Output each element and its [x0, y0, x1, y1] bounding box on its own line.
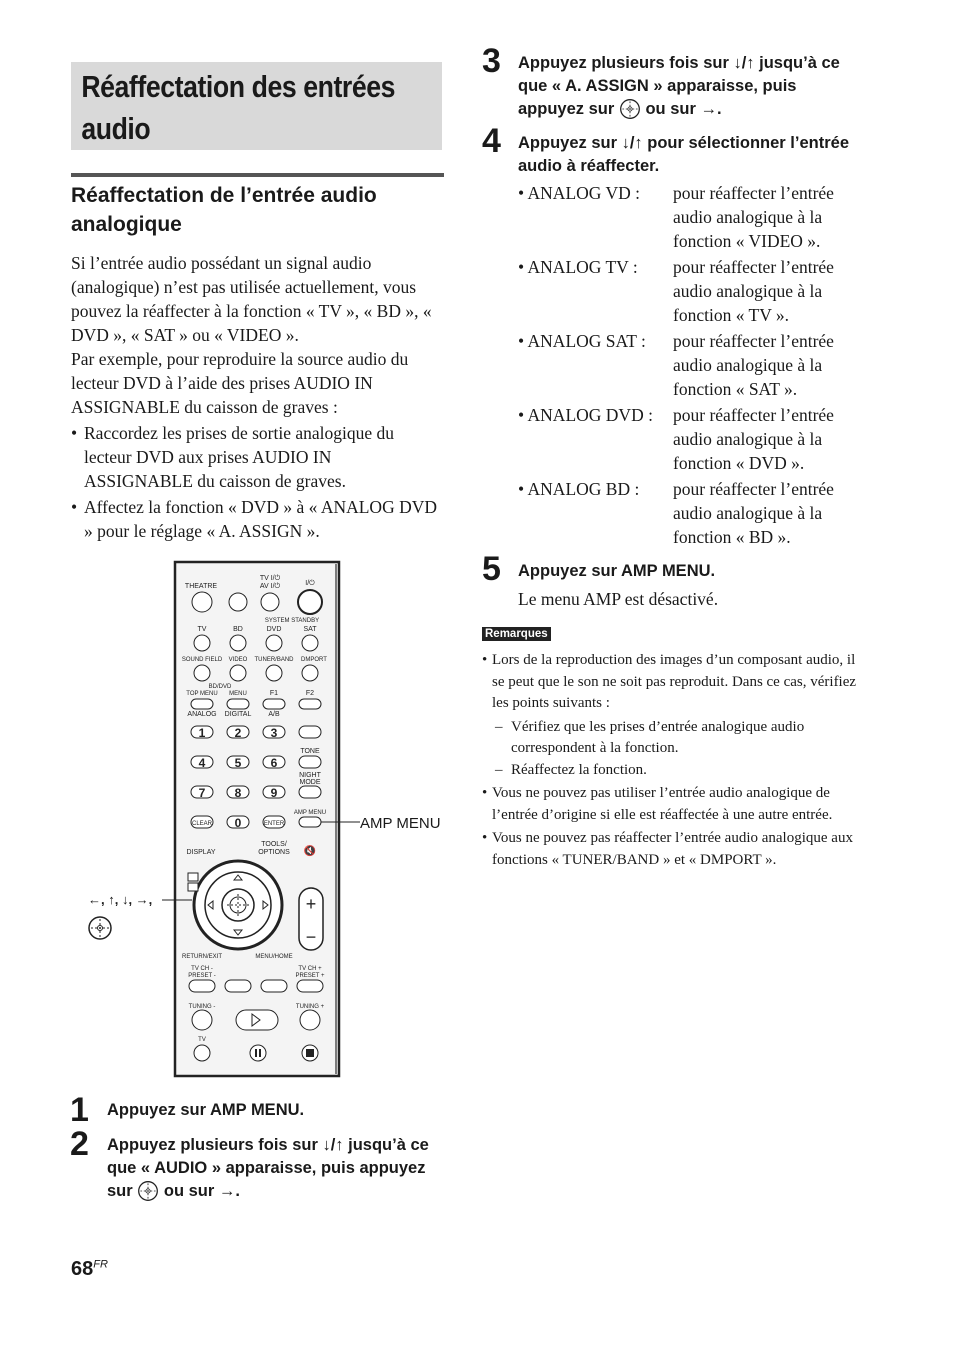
power-label: I/⏻ [305, 580, 315, 587]
option-row [518, 181, 863, 253]
section-rule [71, 173, 444, 177]
power-button[interactable] [298, 590, 322, 614]
step-5-result: Le menu AMP est désactivé. [518, 589, 719, 609]
step-5-number: 5 [482, 550, 501, 588]
bd-dvd-label: BD/DVD [208, 684, 232, 690]
option-key: • ANALOG VD : [518, 183, 640, 203]
page-title: Réaffectation des entrées audio [81, 69, 396, 146]
av-label: AV I/⏻ [259, 583, 281, 590]
theatre-button[interactable] [192, 592, 212, 612]
tuning-plus-label: TUNING + [295, 1004, 325, 1010]
step-3-text-a: Appuyez plusieurs fois sur ↓/↑ jusqu’à ce que « A. ASSIGN » apparaisse, puis appuyez sur [518, 54, 840, 118]
video-label: VIDEO [228, 657, 248, 663]
page-number-value: 68 [71, 1258, 94, 1280]
f1-label: F1 [269, 690, 279, 697]
tvch-plus-label-1: TV CH + [298, 966, 322, 972]
title-box [71, 62, 442, 150]
theatre-label: THEATRE [184, 583, 218, 590]
tuner-band-button[interactable] [266, 665, 282, 681]
digit-4: 4 [198, 756, 206, 770]
step-4-number: 4 [482, 122, 501, 160]
tv-av-label: TV I/⏻ [259, 575, 281, 582]
step-2-number: 2 [70, 1125, 89, 1163]
notes-heading: Remarques [482, 627, 551, 641]
tv-label: TV [197, 626, 207, 633]
option-desc: pour réaffecter l’entrée audio analogique à la fonction « TV ». [673, 257, 834, 325]
option-row [518, 329, 863, 401]
tvch-plus-label-2: PRESET + [295, 973, 325, 979]
digit-0: 0 [234, 816, 242, 830]
notes-list [482, 650, 857, 873]
option-key: • ANALOG SAT : [518, 331, 646, 351]
option-row [518, 403, 863, 475]
mute-icon: 🔇 [303, 846, 317, 857]
tv-input-button[interactable] [194, 1045, 210, 1061]
dvd-button[interactable] [266, 635, 282, 651]
option-row [518, 477, 863, 549]
f2-button[interactable] [299, 699, 321, 709]
digit-1: 1 [198, 726, 206, 740]
tone-button[interactable] [299, 756, 321, 768]
sound-field-label: SOUND FIELD [181, 657, 223, 663]
tone-label: TONE [300, 748, 320, 755]
tuner-band-label: TUNER/BAND [254, 657, 294, 663]
analog-label: ANALOG [187, 711, 217, 718]
option-desc: pour réaffecter l’entrée audio analogique à la fonction « VIDEO ». [673, 183, 834, 251]
example-paragraph: Par exemple, pour reproduire la source audio du lecteur DVD à l’aide des prises AUDIO IN ASSIGNABLE du caisson de graves : [71, 349, 409, 417]
digit-2: 2 [234, 726, 242, 740]
tools-label-2: OPTIONS [258, 849, 290, 856]
step-3-text [518, 52, 863, 121]
digital-label: DIGITAL [224, 711, 252, 718]
display-label: DISPLAY [186, 849, 216, 856]
digit-9: 9 [270, 786, 278, 800]
night-mode-label-1: NIGHT [299, 772, 321, 779]
page-suffix: FR [93, 1258, 108, 1271]
option-row [518, 255, 863, 327]
option-key: • ANALOG BD : [518, 479, 640, 499]
system-standby-label: SYSTEM STANDBY [264, 618, 320, 624]
example-bullet-1: • Raccordez les prises de sortie analogique du lecteur DVD aux prises AUDIO IN ASSIGNABLE du caisson de graves. [71, 421, 443, 493]
night-mode-label-2: MODE [299, 779, 321, 786]
step-2-text [107, 1134, 447, 1203]
step-4-text: Appuyez sur ↓/↑ pour sélectionner l’entrée audio à réaffecter. [518, 134, 849, 175]
fast-forward-button[interactable] [300, 1010, 320, 1030]
note-3: • Vous ne pouvez pas réaffecter l’entrée audio analogique aux fonctions « TUNER/BAND » et « DMPORT ». [482, 828, 857, 871]
step-1-text: Appuyez sur AMP MENU. [107, 1101, 305, 1119]
option-desc: pour réaffecter l’entrée audio analogique à la fonction « SAT ». [673, 331, 834, 399]
clear-label: CLEAR [191, 821, 213, 827]
tvch-minus-label-1: TV CH - [191, 966, 213, 972]
amp-menu-label: AMP MENU [293, 810, 327, 816]
menu-label: MENU [229, 691, 247, 697]
tuning-minus-label: TUNING - [188, 1004, 216, 1010]
advance-button[interactable] [261, 980, 287, 992]
volume-minus-icon: − [305, 927, 317, 947]
dvd-label: DVD [266, 626, 282, 633]
callout-arrows: ←, ↑, ↓, →, [88, 892, 153, 907]
prev-button[interactable] [189, 980, 215, 992]
night-mode-button[interactable] [299, 786, 321, 798]
page-number [71, 1258, 108, 1281]
menu-button[interactable] [227, 699, 249, 709]
option-desc: pour réaffecter l’entrée audio analogique à la fonction « BD ». [673, 479, 834, 547]
tv-bottom-label: TV [198, 1037, 206, 1043]
step-2-text-a: Appuyez plusieurs fois sur ↓/↑ jusqu’à ce que « AUDIO » apparaisse, puis appuyez sur [107, 1136, 429, 1200]
f1-button[interactable] [263, 699, 285, 709]
rewind-button[interactable] [192, 1010, 212, 1030]
dmport-button[interactable] [302, 665, 318, 681]
pause-button[interactable] [250, 1045, 266, 1061]
note-2: • Vous ne pouvez pas utiliser l’entrée audio analogique de l’entrée d’origine si elle est réaffectée à une autre entrée. [482, 783, 857, 826]
dmport-label: DMPORT [301, 657, 327, 663]
guide-button[interactable] [299, 726, 321, 738]
f2-label: F2 [305, 690, 315, 697]
left-body [71, 251, 443, 543]
callout-amp-line [345, 820, 360, 824]
note-1: • Lors de la reproduction des images d’un composant audio, il se peut que le son ne soit pas reproduit. Dans ce cas, vérifiez les points suivants : [482, 650, 857, 715]
option-key: • ANALOG TV : [518, 257, 638, 277]
digit-3: 3 [270, 726, 278, 740]
replay-button[interactable] [225, 980, 251, 992]
next-button[interactable] [297, 980, 323, 992]
tvch-minus-label-2: PRESET - [188, 973, 216, 979]
digit-7: 7 [198, 786, 206, 800]
help-icon [188, 883, 198, 891]
volume-plus-icon: + [305, 894, 317, 914]
sat-button[interactable] [302, 635, 318, 651]
sat-label: SAT [303, 626, 317, 633]
note-1-sub-1: – Vérifiez que les prises d’entrée analogique audio correspondent à la fonction. [482, 717, 857, 760]
enter-circle-icon [137, 1180, 159, 1202]
bd-label: BD [233, 626, 243, 633]
options-list [518, 181, 863, 551]
step-5-text: Appuyez sur AMP MENU. [518, 562, 716, 580]
info-icon [188, 873, 198, 881]
top-menu-button[interactable] [191, 699, 213, 709]
enter-circle-icon [87, 915, 113, 941]
step-3-text-b: ou sur →. [645, 100, 722, 118]
step-1-number: 1 [70, 1091, 89, 1129]
option-desc: pour réaffecter l’entrée audio analogique à la fonction « DVD ». [673, 405, 834, 473]
enter-circle-icon [619, 98, 641, 120]
digit-5: 5 [234, 756, 242, 770]
option-key: • ANALOG DVD : [518, 405, 653, 425]
bd-button[interactable] [230, 635, 246, 651]
intro-paragraph: Si l’entrée audio possédant un signal audio (analogique) n’est pas utilisée actuellement, vous pouvez la réaffecter à la fonction « TV », « BD », « DVD », « SAT » ou « VIDEO ». [71, 253, 432, 345]
tv-button[interactable] [194, 635, 210, 651]
tv-power-button[interactable] [261, 593, 279, 611]
step-2-text-b: ou sur →. [163, 1182, 240, 1200]
section-title: Réaffectation de l’entrée audio analogique [71, 184, 377, 236]
tools-label-1: TOOLS/ [261, 841, 287, 848]
callout-amp-menu: AMP MENU [360, 815, 441, 832]
step-3-number: 3 [482, 42, 501, 80]
top-menu-label: TOP MENU [186, 691, 218, 697]
sound-field-button[interactable] [194, 665, 210, 681]
video-button[interactable] [230, 665, 246, 681]
amp-menu-button[interactable] [299, 817, 321, 827]
example-bullet-2: • Affectez la fonction « DVD » à « ANALOG DVD » pour le réglage « A. ASSIGN ». [71, 495, 443, 543]
enter-label: ENTER [263, 821, 285, 827]
note-1-sub-2: – Réaffectez la fonction. [482, 760, 857, 782]
return-exit-label: RETURN/EXIT [181, 954, 223, 960]
digit-6: 6 [270, 756, 278, 770]
digit-8: 8 [234, 786, 242, 800]
menu-home-label: MENU/HOME [255, 954, 293, 960]
ab-label: A/B [268, 711, 280, 718]
input-button[interactable] [229, 593, 247, 611]
